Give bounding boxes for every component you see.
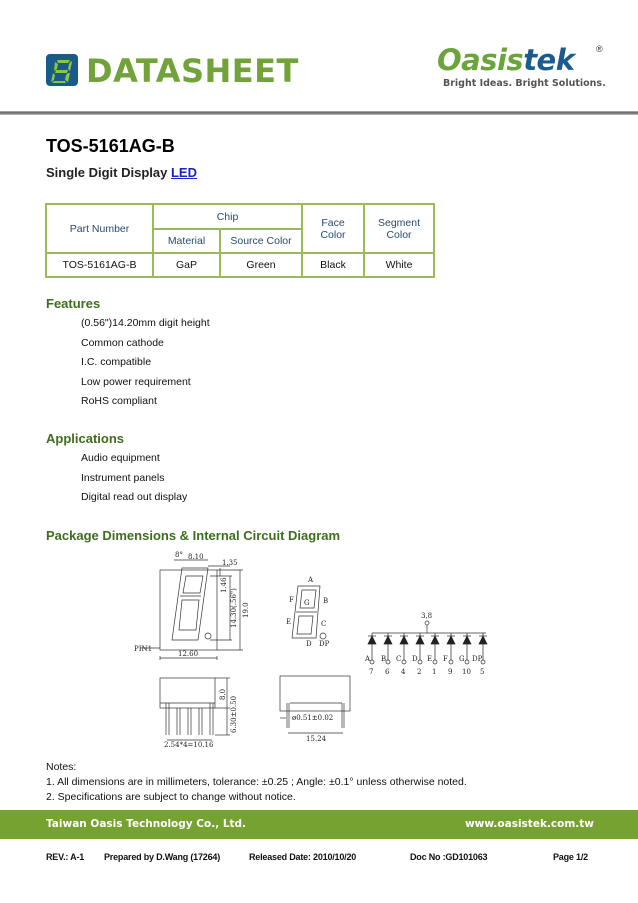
list-item: Audio equipment [81,452,160,464]
cell-material: GaP [153,253,220,277]
svg-text:DP: DP [472,655,483,663]
svg-text:1.35: 1.35 [222,559,238,567]
header-segment-color: Segment Color [364,204,434,253]
svg-text:G: G [459,655,465,663]
svg-text:8.10: 8.10 [188,553,204,561]
svg-text:4: 4 [401,668,406,676]
list-item: Instrument panels [81,471,165,484]
svg-text:F: F [443,655,448,663]
svg-text:8.0: 8.0 [219,688,227,700]
svg-text:8°: 8° [175,551,183,559]
note-item: 2. Specifications are subject to change without notice. [46,791,296,803]
list-item: Low power requirement [81,375,191,388]
features-heading: Features [46,296,101,311]
svg-text:B: B [381,655,387,663]
footer-band [0,810,638,839]
brand-logo [437,44,617,89]
datasheet-title: DATASHEET [86,52,299,90]
header-source-color: Source Color [220,229,302,253]
website-link[interactable]: www.oasistek.com.tw [464,818,594,830]
svg-text:C: C [396,655,402,663]
svg-text:D: D [306,640,312,648]
svg-text:A: A [365,655,371,663]
spec-table [45,203,435,278]
svg-text:G: G [304,599,310,607]
revision: REV.: A-1 [46,852,85,862]
svg-text:D: D [412,655,418,663]
svg-text:15.24: 15.24 [306,735,327,743]
svg-text:C: C [321,620,327,628]
part-number-title: TOS-5161AG-B [46,136,175,156]
prepared-by: Prepared by D.Wang (17264) [104,852,221,862]
svg-text:7: 7 [369,668,374,676]
brand-tagline: Bright Ideas. Bright Solutions. [443,78,606,89]
package-diagram [130,548,500,753]
seven-segment-digit-icon [46,54,78,86]
company-name: Taiwan Oasis Technology Co., Ltd. [46,818,247,830]
cell-source-color: Green [220,253,302,277]
header-chip: Chip [153,204,302,229]
features-list [81,316,210,414]
svg-text:E: E [427,655,433,663]
svg-text:E: E [286,618,292,626]
svg-text:10: 10 [462,668,471,676]
svg-text:9: 9 [448,668,453,676]
svg-text:ø0.51±0.02: ø0.51±0.02 [292,714,334,722]
svg-text:6.30±0.50: 6.30±0.50 [230,695,238,733]
header-material: Material [153,229,220,253]
notes-heading: Notes: [46,761,77,773]
svg-text:A: A [308,576,314,584]
led-link[interactable]: LED [170,165,197,180]
note-item: 1. All dimensions are in millimeters, tolerance: ±0.25 ; Angle: ±0.1° unless otherwise noted. [46,776,467,788]
released-date: Released Date: 2010/10/20 [249,852,357,862]
svg-text:2: 2 [417,668,422,676]
svg-text:6: 6 [385,668,390,676]
registered-mark: ® [596,44,603,54]
svg-text:1.46: 1.46 [220,577,228,593]
cell-face-color: Black [302,253,364,277]
svg-text:1: 1 [432,668,437,676]
header-divider [0,111,638,115]
svg-text:12.60: 12.60 [178,650,199,658]
list-item: I.C. compatible [81,356,152,368]
product-subtitle: Single Digit Display LED [46,165,197,180]
svg-text:19.0: 19.0 [242,602,250,618]
list-item: Common cathode [81,336,164,349]
brand-name: Oasistek [437,43,575,77]
svg-text:2.54*4=10.16: 2.54*4=10.16 [164,741,214,749]
applications-list [81,451,187,510]
svg-text:DP: DP [319,640,330,648]
list-item: (0.56")14.20mm digit height [81,317,210,329]
cell-segment-color: White [364,253,434,277]
svg-text:5: 5 [480,668,485,676]
svg-text:14.30(.56"): 14.30(.56") [230,588,238,628]
list-item: RoHS compliant [81,395,157,407]
doc-number: Doc No :GD101063 [410,852,488,862]
notes [46,760,467,805]
page-number: Page 1/2 [553,852,588,862]
package-heading: Package Dimensions & Internal Circuit Diagram [46,528,341,543]
header-part-number: Part Number [46,204,153,253]
svg-text:PIN1: PIN1 [134,645,153,653]
svg-text:3,8: 3,8 [421,612,433,620]
applications-heading: Applications [46,431,125,446]
svg-text:B: B [323,597,329,605]
table-row [46,253,434,277]
svg-text:F: F [289,596,294,604]
list-item: Digital read out display [81,491,188,503]
header-face-color: Face Color [302,204,364,253]
cell-part-number: TOS-5161AG-B [46,253,153,277]
